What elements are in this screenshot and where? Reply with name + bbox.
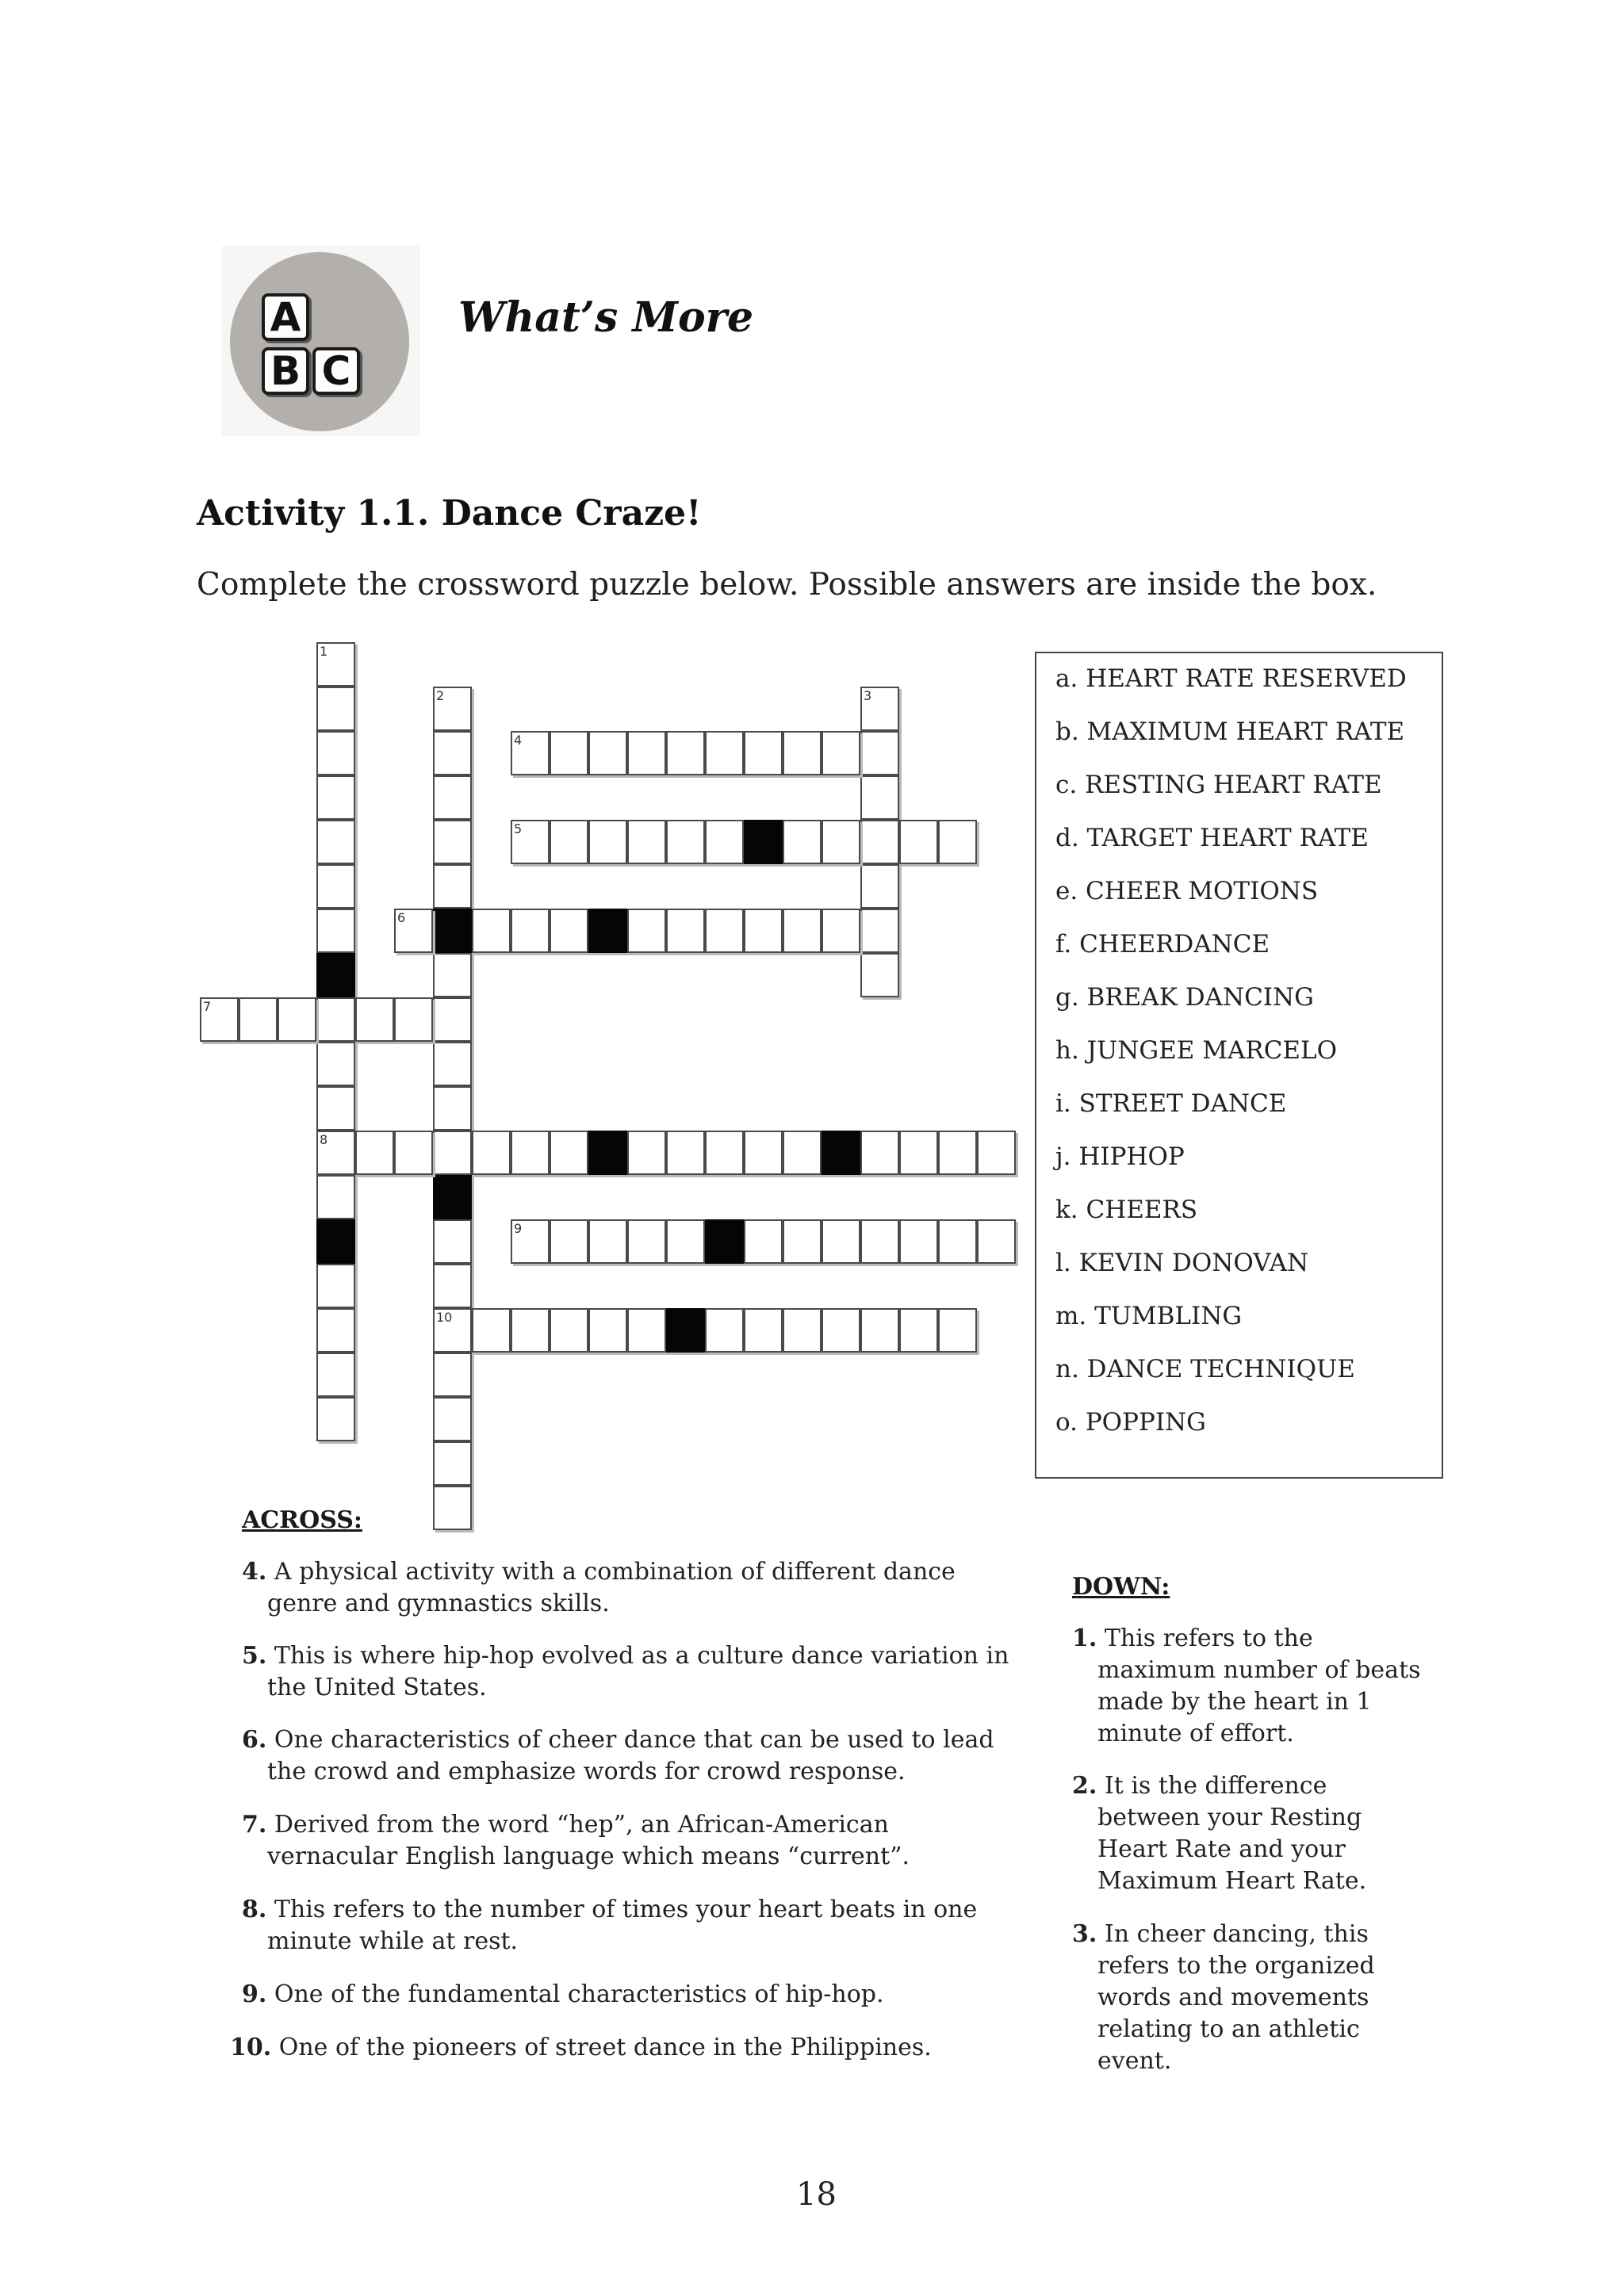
clue-text: Maximum Heart Rate. xyxy=(1097,1867,1367,1895)
block-a-icon: A xyxy=(262,293,309,341)
clue-number: 6. xyxy=(242,1726,267,1754)
crossword-cell[interactable] xyxy=(783,1308,822,1353)
crossword-cell[interactable] xyxy=(433,1264,472,1308)
option-item: h. JUNGEE MARCELO xyxy=(1055,1036,1338,1065)
crossword-cell[interactable] xyxy=(316,1264,355,1308)
across-clue-9 xyxy=(242,1979,1035,2011)
crossword-cell[interactable] xyxy=(977,1219,1016,1264)
clue-text: the United States. xyxy=(267,1674,487,1701)
option-item: e. CHEER MOTIONS xyxy=(1055,877,1319,905)
across-clue-5 xyxy=(242,1640,1035,1704)
page-number: 18 xyxy=(796,2176,837,2213)
crossword-cell[interactable] xyxy=(433,864,472,909)
crossword-black-cell xyxy=(316,953,355,997)
block-c-icon: C xyxy=(312,347,360,395)
crossword-cell-number: 6 xyxy=(397,910,406,925)
crossword-cell[interactable] xyxy=(744,1131,783,1175)
crossword-cell[interactable] xyxy=(433,1353,472,1397)
crossword-cell[interactable] xyxy=(511,1131,550,1175)
crossword-cell[interactable] xyxy=(316,1042,355,1086)
crossword-cell[interactable] xyxy=(744,1219,783,1264)
crossword-cell[interactable] xyxy=(860,864,899,909)
clue-text: In cheer dancing, this xyxy=(1104,1920,1369,1948)
crossword-cell-number: 4 xyxy=(514,733,523,748)
crossword-cell[interactable] xyxy=(705,909,744,953)
crossword-cell[interactable] xyxy=(744,909,783,953)
option-item: c. RESTING HEART RATE xyxy=(1055,771,1382,799)
crossword-cell[interactable] xyxy=(550,1131,588,1175)
crossword-cell[interactable] xyxy=(433,1308,472,1353)
across-clue-4 xyxy=(242,1556,1035,1620)
crossword-cell[interactable] xyxy=(550,909,588,953)
crossword-cell[interactable] xyxy=(200,997,239,1042)
crossword-black-cell xyxy=(588,1131,627,1175)
crossword-cell[interactable] xyxy=(316,1131,355,1175)
clue-text: It is the difference xyxy=(1104,1772,1327,1800)
crossword-cell[interactable] xyxy=(860,687,899,731)
crossword-cell[interactable] xyxy=(550,820,588,864)
crossword-cell[interactable] xyxy=(588,731,627,775)
crossword-cell[interactable] xyxy=(316,775,355,820)
block-b-icon: B xyxy=(262,347,309,395)
crossword-cell[interactable] xyxy=(666,731,705,775)
crossword-cell[interactable] xyxy=(860,820,899,864)
crossword-cell[interactable] xyxy=(355,997,394,1042)
crossword-black-cell xyxy=(744,820,783,864)
crossword-cell[interactable] xyxy=(278,997,316,1042)
crossword-cell[interactable] xyxy=(316,864,355,909)
clue-number: 5. xyxy=(242,1642,267,1670)
crossword-cell[interactable] xyxy=(666,1219,705,1264)
down-clue-2 xyxy=(1072,1770,1453,1897)
crossword-cell[interactable] xyxy=(666,909,705,953)
crossword-cell[interactable] xyxy=(627,1219,666,1264)
crossword-black-cell xyxy=(705,1219,744,1264)
crossword-cell[interactable] xyxy=(822,909,860,953)
crossword-cell[interactable] xyxy=(783,1131,822,1175)
option-item: j. HIPHOP xyxy=(1055,1142,1185,1171)
instructions: Complete the crossword puzzle below. Possible answers are inside the box. xyxy=(197,567,1377,603)
crossword-black-cell xyxy=(822,1131,860,1175)
clue-number: 10. xyxy=(230,2034,272,2061)
crossword-cell[interactable] xyxy=(316,820,355,864)
crossword-cell[interactable] xyxy=(355,1131,394,1175)
crossword-cell[interactable] xyxy=(316,1175,355,1219)
crossword-cell[interactable] xyxy=(550,731,588,775)
crossword-cell[interactable] xyxy=(394,909,433,953)
option-item: b. MAXIMUM HEART RATE xyxy=(1055,718,1405,746)
crossword-cell[interactable] xyxy=(938,820,977,864)
activity-title: Activity 1.1. Dance Craze! xyxy=(197,493,702,534)
across-clue-10 xyxy=(230,2032,1023,2064)
crossword-cell[interactable] xyxy=(783,909,822,953)
crossword-cell[interactable] xyxy=(472,1308,511,1353)
crossword-cell[interactable] xyxy=(433,1441,472,1486)
crossword-cell[interactable] xyxy=(627,1308,666,1353)
crossword-cell[interactable] xyxy=(860,953,899,997)
crossword-cell[interactable] xyxy=(860,909,899,953)
clue-text: relating to an athletic xyxy=(1097,2015,1360,2043)
across-heading: ACROSS: xyxy=(242,1506,362,1534)
option-item: i. STREET DANCE xyxy=(1055,1089,1287,1118)
crossword-cell[interactable] xyxy=(744,731,783,775)
clue-text: minute while at rest. xyxy=(267,1927,519,1955)
across-clue-6 xyxy=(242,1724,1035,1788)
clue-text: This is where hip-hop evolved as a culture dance variation in xyxy=(274,1642,1009,1670)
crossword-cell[interactable] xyxy=(511,1219,550,1264)
crossword-cell[interactable] xyxy=(433,687,472,731)
clue-text: One of the pioneers of street dance in the Philippines. xyxy=(278,2034,932,2061)
crossword-cell[interactable] xyxy=(472,909,511,953)
clue-number: 3. xyxy=(1072,1920,1097,1948)
crossword-cell[interactable] xyxy=(899,1308,938,1353)
crossword-cell[interactable] xyxy=(316,731,355,775)
clue-number: 4. xyxy=(242,1558,267,1586)
crossword-cell[interactable] xyxy=(744,1308,783,1353)
crossword-cell[interactable] xyxy=(433,1219,472,1264)
crossword-cell[interactable] xyxy=(433,1486,472,1530)
crossword-cell-number: 7 xyxy=(203,999,212,1014)
crossword-cell-number: 3 xyxy=(864,688,872,703)
crossword-cell[interactable] xyxy=(316,909,355,953)
crossword-cell-number: 5 xyxy=(514,821,523,836)
crossword-cell[interactable] xyxy=(860,731,899,775)
crossword-cell[interactable] xyxy=(316,687,355,731)
clue-number: 1. xyxy=(1072,1624,1097,1652)
crossword-cell[interactable] xyxy=(666,1131,705,1175)
clue-text: event. xyxy=(1097,2047,1172,2075)
crossword-cell[interactable] xyxy=(239,997,278,1042)
crossword-cell[interactable] xyxy=(433,1042,472,1086)
option-item: f. CHEERDANCE xyxy=(1055,930,1270,959)
crossword-cell[interactable] xyxy=(511,820,550,864)
clue-text: Heart Rate and your xyxy=(1097,1835,1346,1863)
clue-number: 7. xyxy=(242,1811,267,1839)
crossword-cell[interactable] xyxy=(860,775,899,820)
crossword-cell[interactable] xyxy=(822,731,860,775)
crossword-cell[interactable] xyxy=(433,775,472,820)
crossword-cell-number: 2 xyxy=(436,688,445,703)
clue-text: words and movements xyxy=(1097,1984,1369,2011)
crossword-cell[interactable] xyxy=(627,909,666,953)
crossword-cell[interactable] xyxy=(977,1131,1016,1175)
down-clue-3 xyxy=(1072,1919,1453,2077)
crossword-cell[interactable] xyxy=(511,909,550,953)
section-title: What’s More xyxy=(458,293,754,342)
crossword-cell[interactable] xyxy=(316,1353,355,1397)
crossword-cell[interactable] xyxy=(899,1131,938,1175)
crossword-cell[interactable] xyxy=(433,997,472,1042)
crossword-cell[interactable] xyxy=(705,731,744,775)
crossword-cell[interactable] xyxy=(860,1308,899,1353)
across-clue-7 xyxy=(242,1809,1035,1873)
clue-text: made by the heart in 1 xyxy=(1097,1688,1372,1716)
crossword-black-cell xyxy=(433,1175,472,1219)
clue-text: refers to the organized xyxy=(1097,1952,1375,1980)
clue-text: Derived from the word “hep”, an African-American xyxy=(274,1811,889,1839)
crossword-cell[interactable] xyxy=(783,731,822,775)
crossword-cell[interactable] xyxy=(433,820,472,864)
crossword-cell[interactable] xyxy=(899,820,938,864)
clue-number: 8. xyxy=(242,1896,267,1923)
crossword-cell[interactable] xyxy=(550,1308,588,1353)
crossword-cell[interactable] xyxy=(394,997,433,1042)
crossword-cell[interactable] xyxy=(705,1131,744,1175)
crossword-cell-number: 8 xyxy=(320,1132,328,1147)
clue-text: maximum number of beats xyxy=(1097,1656,1421,1684)
crossword-cell[interactable] xyxy=(472,1131,511,1175)
crossword-cell[interactable] xyxy=(550,1219,588,1264)
crossword-cell[interactable] xyxy=(938,1219,977,1264)
clue-text: One of the fundamental characteristics of hip-hop. xyxy=(274,1980,884,2008)
option-item: l. KEVIN DONOVAN xyxy=(1055,1249,1309,1277)
crossword-cell[interactable] xyxy=(433,1131,472,1175)
clue-text: vernacular English language which means “current”. xyxy=(267,1843,910,1870)
crossword-cell[interactable] xyxy=(511,1308,550,1353)
crossword-cell[interactable] xyxy=(588,1219,627,1264)
clue-text: minute of effort. xyxy=(1097,1720,1294,1747)
crossword-cell[interactable] xyxy=(860,1131,899,1175)
crossword-cell[interactable] xyxy=(899,1219,938,1264)
crossword-cell[interactable] xyxy=(783,1219,822,1264)
crossword-cell[interactable] xyxy=(433,731,472,775)
crossword-cell[interactable] xyxy=(316,642,355,687)
crossword-cell[interactable] xyxy=(316,1397,355,1441)
clue-text: This refers to the xyxy=(1104,1624,1313,1652)
crossword-cell[interactable] xyxy=(822,820,860,864)
crossword-black-cell xyxy=(433,909,472,953)
crossword-cell-number: 10 xyxy=(436,1310,453,1325)
crossword-cell[interactable] xyxy=(822,1308,860,1353)
crossword-cell[interactable] xyxy=(588,820,627,864)
crossword-cell[interactable] xyxy=(316,1086,355,1131)
clue-text: the crowd and emphasize words for crowd response. xyxy=(267,1758,906,1785)
crossword-cell[interactable] xyxy=(783,820,822,864)
crossword-cell[interactable] xyxy=(938,1308,977,1353)
across-clue-8 xyxy=(242,1894,1035,1957)
clue-text: A physical activity with a combination of different dance xyxy=(274,1558,956,1586)
crossword-cell[interactable] xyxy=(511,731,550,775)
crossword-cell[interactable] xyxy=(627,1131,666,1175)
option-item: m. TUMBLING xyxy=(1055,1302,1243,1330)
clue-text: One characteristics of cheer dance that can be used to lead xyxy=(274,1726,994,1754)
crossword-cell[interactable] xyxy=(938,1131,977,1175)
clue-text: genre and gymnastics skills. xyxy=(267,1590,610,1617)
crossword-black-cell xyxy=(588,909,627,953)
clue-text: between your Resting xyxy=(1097,1804,1362,1831)
crossword-cell[interactable] xyxy=(433,953,472,997)
crossword-cell[interactable] xyxy=(822,1219,860,1264)
clue-number: 9. xyxy=(242,1980,267,2008)
crossword-cell[interactable] xyxy=(666,820,705,864)
crossword-cell[interactable] xyxy=(316,997,355,1042)
option-item: d. TARGET HEART RATE xyxy=(1055,824,1369,852)
crossword-cell[interactable] xyxy=(705,1308,744,1353)
option-item: a. HEART RATE RESERVED xyxy=(1055,664,1407,693)
crossword-cell[interactable] xyxy=(433,1397,472,1441)
crossword-cell-number: 1 xyxy=(320,644,328,659)
crossword-black-cell xyxy=(316,1219,355,1264)
down-heading: DOWN: xyxy=(1072,1573,1170,1601)
down-clue-1 xyxy=(1072,1623,1453,1750)
crossword-cell[interactable] xyxy=(316,1308,355,1353)
crossword-cell[interactable] xyxy=(627,820,666,864)
option-item: g. BREAK DANCING xyxy=(1055,983,1314,1012)
crossword-black-cell xyxy=(666,1308,705,1353)
crossword-cell[interactable] xyxy=(588,1308,627,1353)
clue-number: 2. xyxy=(1072,1772,1097,1800)
clue-text: This refers to the number of times your heart beats in one xyxy=(274,1896,978,1923)
option-item: k. CHEERS xyxy=(1055,1196,1198,1224)
option-item: o. POPPING xyxy=(1055,1408,1206,1437)
answer-options-box xyxy=(1035,652,1443,1479)
crossword-cell[interactable] xyxy=(433,1086,472,1131)
option-item: n. DANCE TECHNIQUE xyxy=(1055,1355,1355,1383)
crossword-cell[interactable] xyxy=(860,1219,899,1264)
crossword-cell[interactable] xyxy=(705,820,744,864)
crossword-cell[interactable] xyxy=(394,1131,433,1175)
crossword-cell-number: 9 xyxy=(514,1221,523,1236)
crossword-cell[interactable] xyxy=(627,731,666,775)
